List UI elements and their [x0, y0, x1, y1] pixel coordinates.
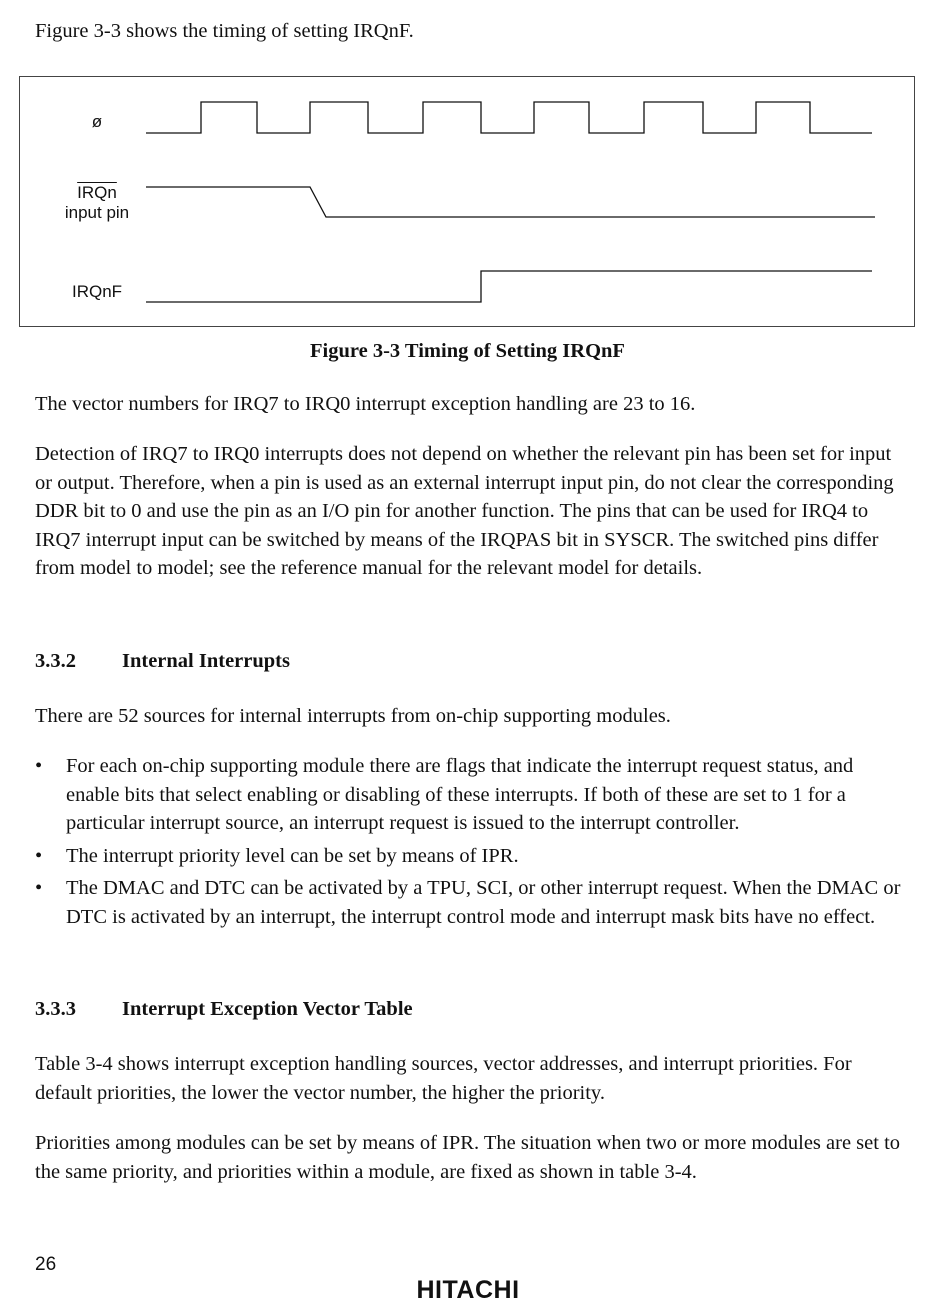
irqn-signal-sub: input pin — [64, 203, 130, 222]
clock-signal-label: ø — [91, 112, 103, 131]
bullet-marker: • — [35, 755, 43, 777]
section-heading-332 — [35, 650, 290, 673]
section-heading-333 — [35, 998, 413, 1021]
paragraph-vector-numbers: The vector numbers for IRQ7 to IRQ0 interrupt exception handling are 23 to 16. — [35, 393, 696, 415]
waveform-graphic — [20, 77, 914, 326]
section-number: 3.3.2 — [35, 650, 76, 672]
list-item — [35, 874, 910, 931]
paragraph-detection: Detection of IRQ7 to IRQ0 interrupts does not depend on whether the relevant pin has been set for input or output. Therefore, when a pin is used as an external interrupt input pin, do not clear the corresponding DDR bit to 0 and use the pin as an I/O pin for another function. The pins that can be used for IRQ4 to IRQ7 interrupt input can be switched by means of the IRQPAS bit in SYSCR. The switched pins differ from model to model; see the reference manual for the relevant model for details. — [35, 443, 894, 579]
section-title: Internal Interrupts — [122, 650, 290, 672]
list-item-text: The interrupt priority level can be set by means of IPR. — [66, 844, 519, 867]
intro-text: Figure 3-3 shows the timing of setting IRQnF. — [35, 20, 414, 42]
irqnf-signal-label: IRQnF — [71, 282, 123, 301]
bullet-list — [35, 752, 910, 935]
bullet-marker: • — [35, 877, 43, 899]
page-number: 26 — [35, 1254, 57, 1275]
irqn-waveform — [146, 187, 875, 217]
brand-logo: HITACHI — [416, 1276, 520, 1304]
section-number: 3.3.3 — [35, 998, 76, 1020]
paragraph-table-intro: Table 3-4 shows interrupt exception handling sources, vector addresses, and interrupt priorities. For default priorities, the lower the vector number, the higher the priority. — [35, 1053, 852, 1104]
figure-caption: Figure 3-3 Timing of Setting IRQnF — [310, 340, 625, 362]
timing-diagram — [19, 76, 915, 327]
list-item-text: For each on-chip supporting module there are flags that indicate the interrupt request status, and enable bits that select enabling or disabling of these interrupts. If both of these are set to 1 for a particular interrupt source, an interrupt request is issued to the interrupt controller. — [66, 755, 854, 834]
irqn-signal-name: IRQn — [77, 183, 117, 202]
irqnf-waveform — [146, 271, 872, 302]
paragraph-internal-sources: There are 52 sources for internal interrupts from on-chip supporting modules. — [35, 705, 671, 727]
list-item — [35, 752, 910, 838]
list-item — [35, 842, 910, 871]
section-title: Interrupt Exception Vector Table — [122, 998, 413, 1020]
clock-waveform — [146, 102, 872, 133]
list-item-text: The DMAC and DTC can be activated by a TPU, SCI, or other interrupt request. When the DMAC or DTC is activated by an interrupt, the interrupt control mode and interrupt mask bits have no effect. — [66, 877, 901, 928]
bullet-marker: • — [35, 844, 43, 867]
paragraph-priorities: Priorities among modules can be set by means of IPR. The situation when two or more modules are set to the same priority, and priorities within a module, are fixed as shown in table 3-4. — [35, 1132, 901, 1183]
